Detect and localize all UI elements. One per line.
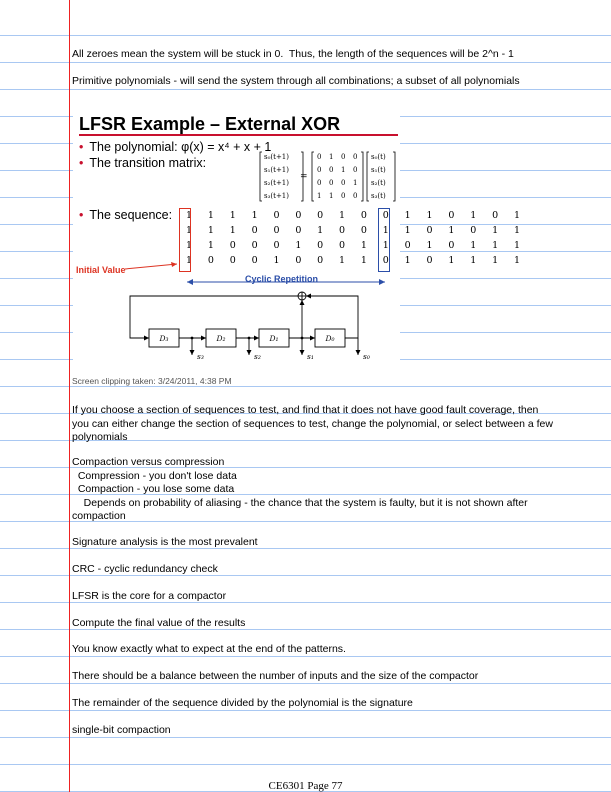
initial-value-arrowhead xyxy=(171,262,177,267)
note-zeroes: All zeroes mean the system will be stuck in 0. Thus, the length of the sequences will be 2^n - 1 xyxy=(72,48,514,60)
note-fault-1: If you choose a section of sequences to test, and find that it does not have good fault coverage, then xyxy=(72,404,539,416)
arrowhead-d1 xyxy=(254,336,259,341)
bullet-polynomial-text: The polynomial: φ(x) = x⁴ + x + 1 xyxy=(89,140,272,154)
cyclic-repetition-label: Cyclic Repetition xyxy=(245,274,319,284)
output-s3-label: s₃ xyxy=(197,352,204,361)
matrix-a-3-1: 1 xyxy=(329,192,334,200)
matrix-a-1-1: 0 xyxy=(329,166,334,174)
matrix-lhs-1: s₁(t+1) xyxy=(264,166,289,174)
note-remainder: The remainder of the sequence divided by the polynomial is the signature xyxy=(72,697,413,709)
note-balance: There should be a balance between the number of inputs and the size of the compactor xyxy=(72,670,479,682)
note-signature: Signature analysis is the most prevalent xyxy=(72,536,258,548)
sequence-row: 1 1 1 0 0 0 1 0 0 1 1 0 1 0 1 1 xyxy=(186,225,527,236)
arrowhead-d3 xyxy=(144,336,149,341)
matrix-rhs-1: s₁(t) xyxy=(371,166,386,174)
bullet-dot: • xyxy=(79,156,84,170)
matrix-a-3-2: 0 xyxy=(341,192,346,200)
note-aliasing-1: Depends on probability of aliasing - the chance that the system is faulty, but it is not shown after xyxy=(72,497,528,509)
note-compaction: Compaction - you lose some data xyxy=(72,483,235,495)
note-compaction-title: Compaction versus compression xyxy=(72,456,225,468)
matrix-a-1-2: 1 xyxy=(341,166,346,174)
tap-s0 xyxy=(306,296,358,338)
sequence-row: 1 1 1 1 0 0 0 1 0 0 1 1 0 1 0 1 xyxy=(186,210,527,221)
flipflop-d0-label: D₀ xyxy=(325,334,335,343)
arrowhead-s0 xyxy=(356,350,361,355)
matrix-rhs-0: s₀(t) xyxy=(371,153,386,161)
sequence-row: 1 1 0 0 0 1 0 0 1 1 0 1 0 1 1 1 xyxy=(186,240,527,251)
matrix-a-0-2: 0 xyxy=(341,153,346,161)
note-lfsr-core: LFSR is the core for a compactor xyxy=(72,590,227,602)
initial-value-label: Initial Value xyxy=(76,265,126,275)
matrix-a-0-3: 0 xyxy=(353,153,358,161)
matrix-a-1-0: 0 xyxy=(317,166,322,174)
arrowhead-xor-s0 xyxy=(306,294,311,299)
slide-title: LFSR Example – External XOR xyxy=(79,114,341,134)
matrix-lhs-2: s₂(t+1) xyxy=(264,179,289,187)
bullet-dot: • xyxy=(79,140,84,154)
clipping-caption: Screen clipping taken: 3/24/2011, 4:38 PM xyxy=(72,376,232,386)
arrowhead-s1 xyxy=(300,350,305,355)
note-compute: Compute the final value of the results xyxy=(72,617,246,629)
sequence-row: 1 0 0 0 1 0 0 1 1 0 1 0 1 1 1 1 xyxy=(186,255,527,266)
lfsr-slide-image xyxy=(73,114,527,372)
bullet-matrix-text: The transition matrix: xyxy=(89,156,207,170)
junction-s2 xyxy=(248,337,251,340)
output-s1-label: s₁ xyxy=(307,352,314,361)
arrowhead-d2 xyxy=(201,336,206,341)
matrix-rhs-3: s₃(t) xyxy=(371,192,386,200)
flipflop-d2-label: D₂ xyxy=(216,334,226,343)
bullet-dot: • xyxy=(79,208,84,222)
flipflop-d1-label: D₁ xyxy=(269,334,279,343)
note-fault-3: polynomials xyxy=(72,431,128,443)
matrix-a-0-1: 1 xyxy=(329,153,334,161)
note-primitive: Primitive polynomials - will send the system through all combinations; a subset of all polynomials xyxy=(72,75,520,87)
margin-line xyxy=(69,0,70,792)
matrix-lhs-3: s₃(t+1) xyxy=(264,192,289,200)
matrix-a-0-0: 0 xyxy=(317,153,322,161)
output-s0-label: s₀ xyxy=(363,352,370,361)
arrowhead-s2 xyxy=(247,350,252,355)
bullet-sequence-text: The sequence: xyxy=(89,208,173,222)
feedback-wire xyxy=(130,296,298,338)
cyclic-right-arrowhead xyxy=(379,279,385,285)
junction-s3 xyxy=(191,337,194,340)
initial-value-arrow xyxy=(125,264,177,269)
note-crc: CRC - cyclic redundancy check xyxy=(72,563,218,575)
cyclic-left-arrowhead xyxy=(187,279,193,285)
arrowhead-d0 xyxy=(310,336,315,341)
note-single-bit: single-bit compaction xyxy=(72,724,171,736)
matrix-a-2-0: 0 xyxy=(317,179,322,187)
arrowhead-s3 xyxy=(190,350,195,355)
matrix-a-1-3: 0 xyxy=(353,166,358,174)
note-expect: You know exactly what to expect at the end of the patterns. xyxy=(72,643,346,655)
matrix-equals: = xyxy=(300,172,308,182)
matrix-brackets xyxy=(260,152,395,201)
output-s2-label: s₂ xyxy=(254,352,261,361)
junction-s1 xyxy=(301,337,304,340)
matrix-a-2-3: 1 xyxy=(353,179,358,187)
matrix-rhs-2: s₂(t) xyxy=(371,179,386,187)
matrix-a-2-1: 0 xyxy=(329,179,334,187)
note-compression: Compression - you don't lose data xyxy=(72,470,237,482)
arrowhead-xor-s1 xyxy=(300,300,305,305)
flipflop-d3-label: D₃ xyxy=(159,334,169,343)
matrix-a-3-3: 0 xyxy=(353,192,358,200)
matrix-a-2-2: 0 xyxy=(341,179,346,187)
lfsr-circuit-diagram xyxy=(73,114,400,372)
matrix-a-3-0: 1 xyxy=(317,192,322,200)
page-footer: CE6301 Page 77 xyxy=(268,780,343,792)
note-fault-2: you can either change the section of sequences to test, change the polynomial, or select between a few xyxy=(72,418,553,430)
note-aliasing-2: compaction xyxy=(72,510,126,522)
matrix-lhs-0: s₀(t+1) xyxy=(264,153,289,161)
